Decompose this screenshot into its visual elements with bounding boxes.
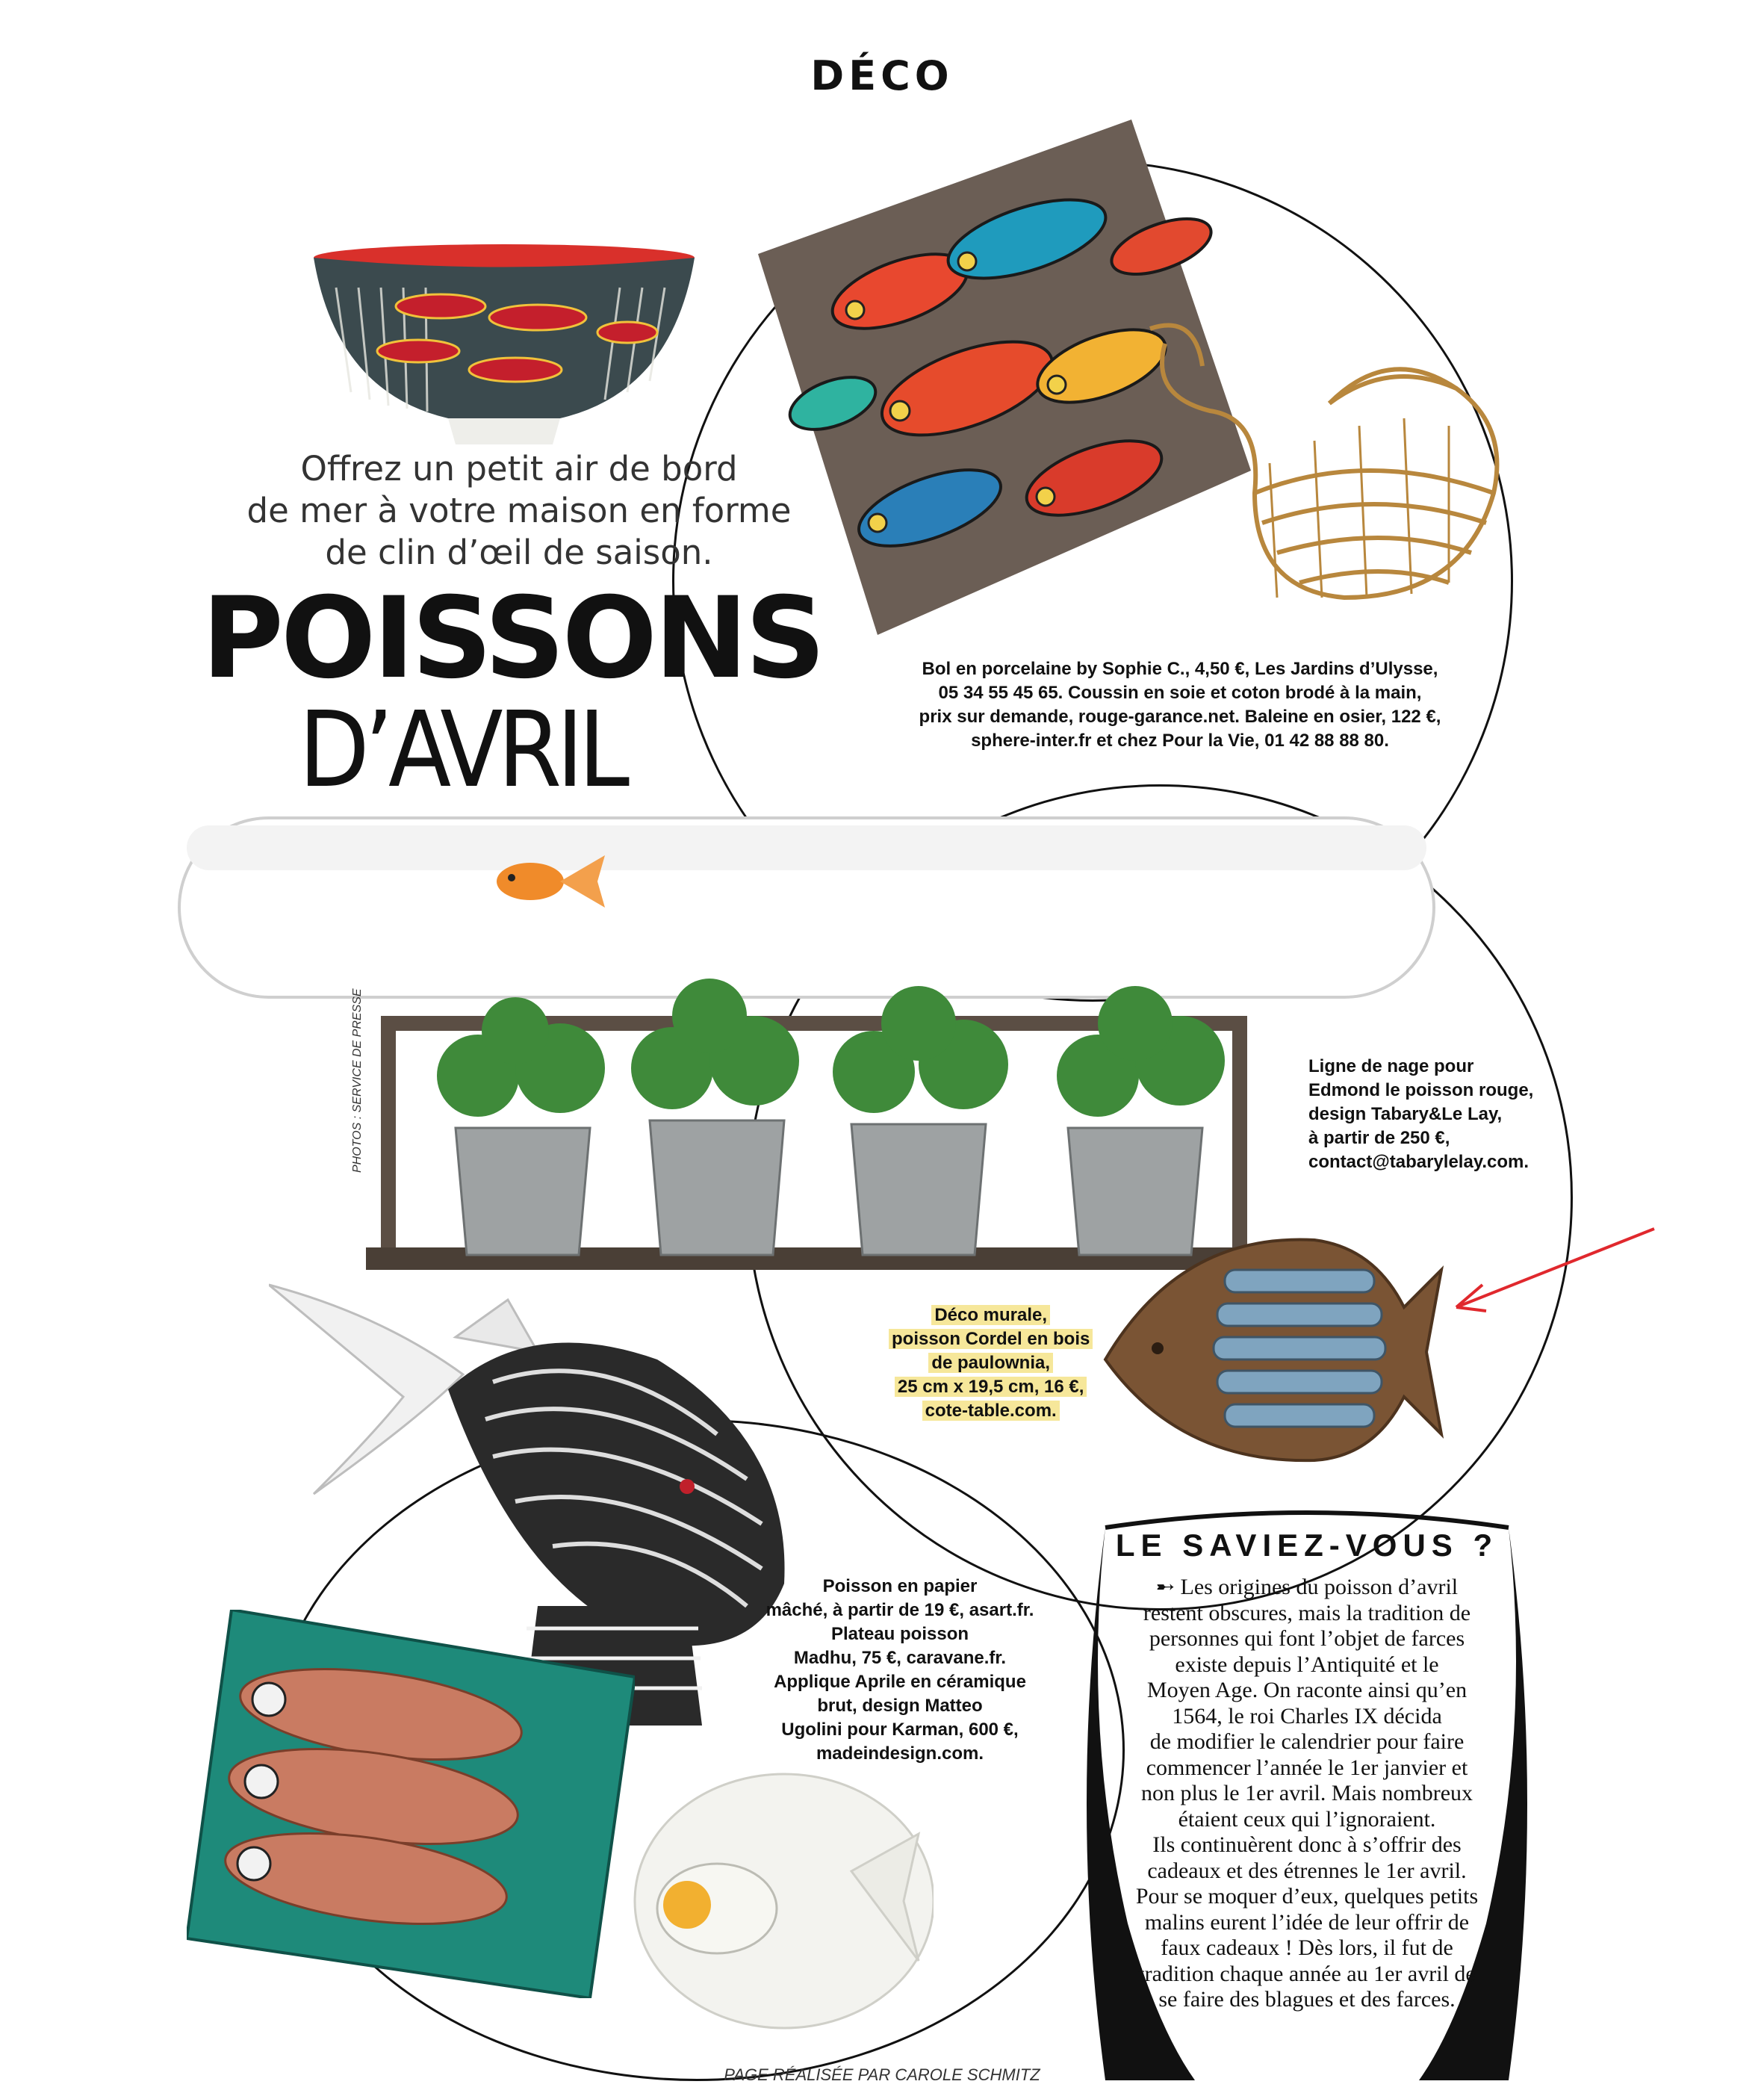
caption-line [889,1327,1093,1351]
caption-papier-plateau-applique [762,1575,1038,1766]
caption-highlight: de paulownia, [928,1353,1053,1373]
body-line: tradition chaque année au 1er avril de [1138,1961,1476,1986]
caption-line: Applique Aprile en céramique [774,1672,1026,1692]
caption-line: prix sur demande, rouge-garance.net. Baleine en osier, 122 €, [919,707,1441,727]
fish-bowl-image [306,243,702,452]
body-line: malins eurent l’idée de leur offrir de [1144,1909,1470,1935]
wooden-fish-image [1090,1225,1449,1472]
caption-line: Ligne de nage pour [1308,1056,1474,1076]
caption-line: sphere-inter.fr et chez Pour la Vie, 01 42 88 88 80. [971,731,1389,751]
caption-highlight: poisson Cordel en bois [889,1329,1093,1349]
caption-line: Bol en porcelaine by Sophie C., 4,50 €, Les Jardins d’Ulysse, [922,659,1438,679]
caption-line: 05 34 55 45 65. Coussin en soie et coton brodé à la main, [938,683,1422,703]
body-line: Moyen Age. On raconte ainsi qu’en [1146,1678,1468,1702]
caption-line: madeindesign.com. [816,1743,984,1764]
body-line: commencer l’année le 1er janvier et [1146,1755,1468,1780]
caption-line: à partir de 250 €, [1308,1128,1450,1148]
body-line: étaient ceux qui l’ignoraient. [1178,1806,1436,1832]
body-line: de modifier le calendrier pour faire [1149,1729,1465,1754]
caption-line: mâché, à partir de 19 €, asart.fr. [765,1600,1034,1620]
body-line: faux cadeaux ! Dès lors, il fut de [1161,1935,1453,1960]
body-line: ➸ Les origines du poisson d’avril [1155,1575,1459,1599]
body-line: personnes qui font l’objet de farces [1149,1626,1465,1651]
photos-credit: PHOTOS : SERVICE DE PRESSE [351,988,364,1173]
did-you-know-title: LE SAVIEZ-VOUS ? [1115,1528,1499,1563]
did-you-know-body [1113,1575,1501,2013]
caption-line: Madhu, 75 €, caravane.fr. [793,1648,1007,1668]
page-subtitle: D’AVRIL [299,689,625,811]
caption-line [889,1351,1093,1375]
body-line: existe depuis l’Antiquité et le [1175,1652,1439,1677]
caption-line: brut, design Matteo [817,1696,983,1716]
caption-line: Edmond le poisson rouge, [1308,1080,1534,1100]
caption-highlight: Déco murale, [931,1305,1050,1325]
caption-line [889,1303,1093,1327]
intro-line: de clin d’œil de saison. [325,533,713,572]
caption-line [889,1399,1093,1423]
caption-line: design Tabary&Le Lay, [1308,1104,1503,1124]
caption-aquarium [1308,1055,1533,1174]
caption-line: contact@tabarylelay.com. [1308,1152,1529,1172]
fish-tray-image [187,1610,635,1998]
caption-line: Plateau poisson [830,1624,969,1644]
ceramic-fish-lamp-image [605,1767,934,2036]
body-line: Ils continuèrent donc à s’offrir des [1152,1832,1462,1857]
page-title: POISSONS [202,574,823,704]
body-line: Pour se moquer d’eux, quelques petits [1135,1884,1479,1909]
caption-bowl-cushion-whale [904,657,1456,753]
body-line: se faire des blagues et des farces. [1158,1987,1456,2012]
intro-line: Offrez un petit air de bord [300,449,738,489]
footer-credit: PAGE RÉALISÉE PAR CAROLE SCHMITZ [724,2065,1040,2084]
intro-text [202,448,836,574]
caption-wall-fish [889,1303,1093,1423]
body-line: restent obscures, mais la tradition de [1143,1600,1471,1625]
wicker-whale-image [1105,299,1524,642]
intro-line: de mer à votre maison en forme [246,491,792,530]
caption-line: Poisson en papier [822,1576,978,1596]
body-line: non plus le 1er avril. Mais nombreux [1140,1781,1473,1805]
caption-line [889,1375,1093,1399]
caption-highlight: cote-table.com. [922,1401,1060,1421]
caption-highlight: 25 cm x 19,5 cm, 16 €, [895,1377,1087,1397]
caption-line: Ugolini pour Karman, 600 €, [781,1720,1019,1740]
section-label: DÉCO [810,52,954,99]
body-line: cadeaux et des étrennes le 1er avril. [1147,1858,1467,1883]
body-line: 1564, le roi Charles IX décida [1172,1703,1442,1729]
red-arrow-icon [1441,1225,1658,1322]
